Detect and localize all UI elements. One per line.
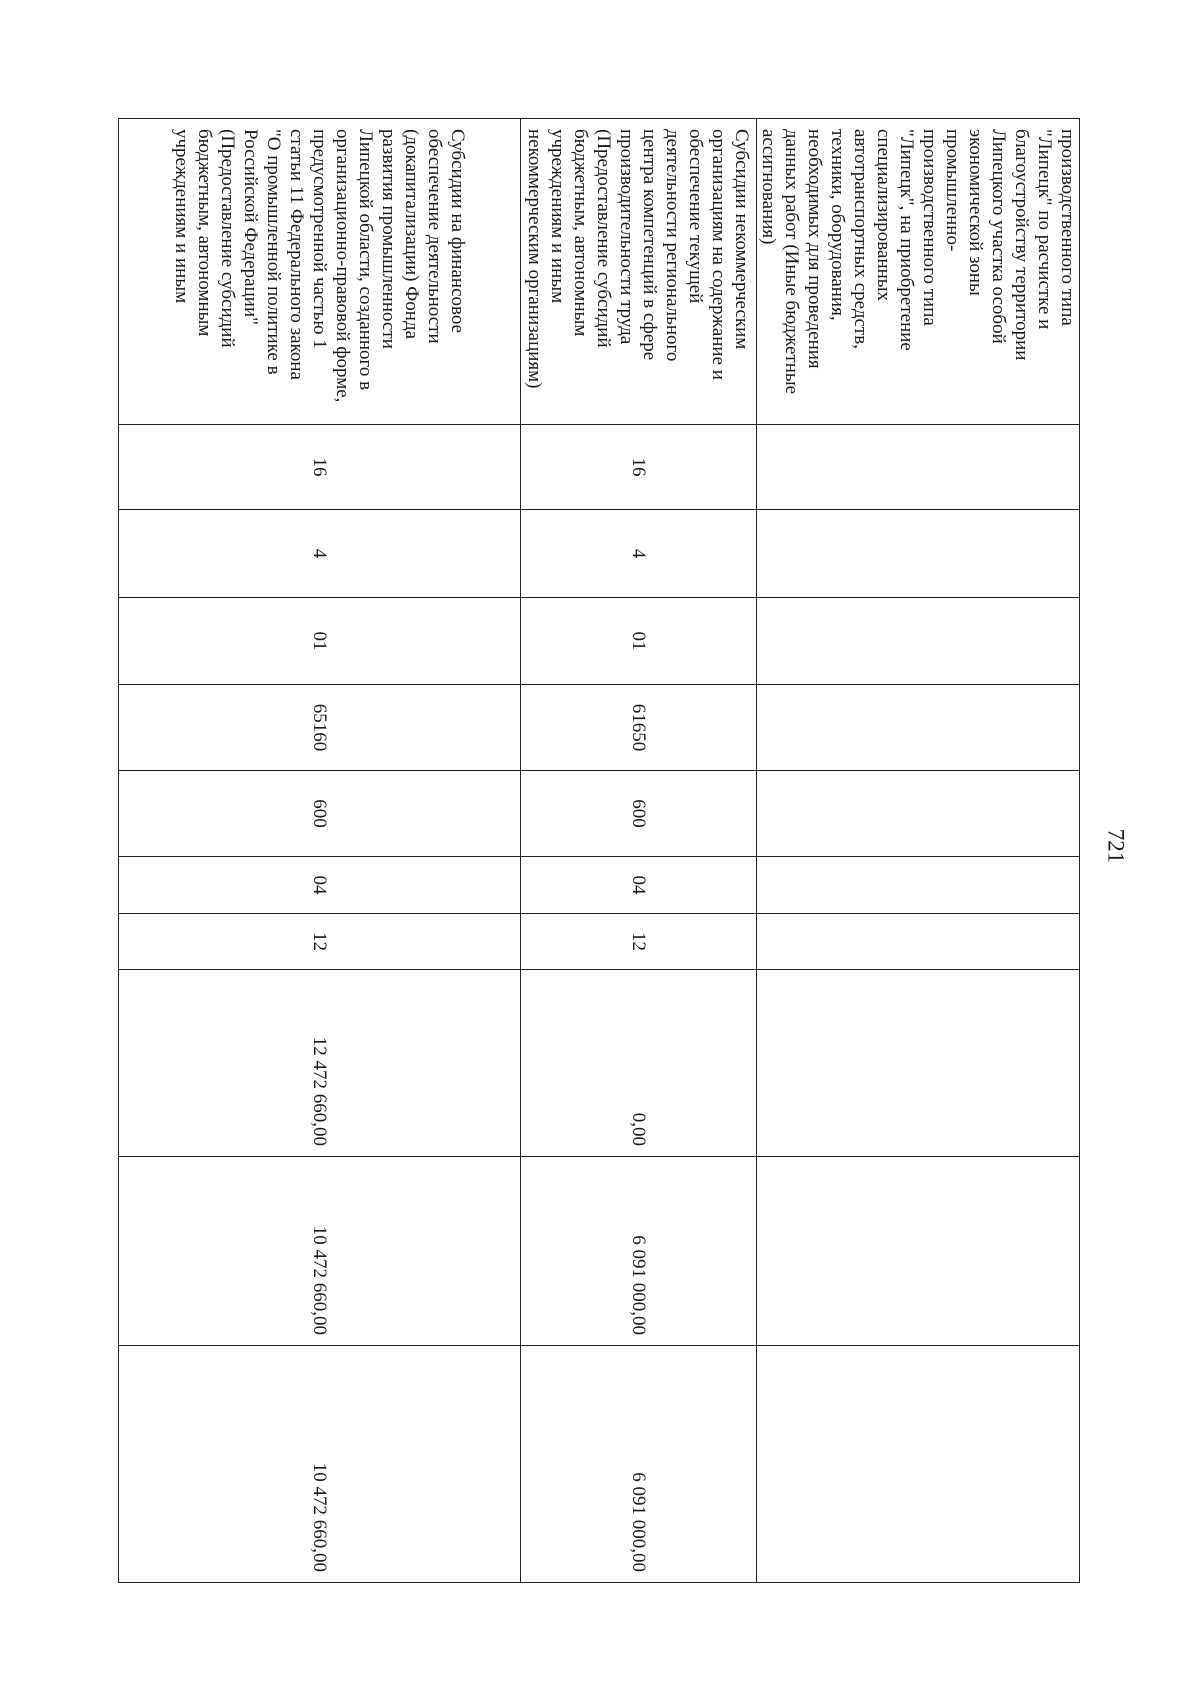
code-cell: 4 [119,510,521,598]
code-cell [757,685,1080,771]
code-cell: 4 [521,510,757,598]
code-cell: 12 [521,914,757,970]
code-cell: 61650 [521,685,757,771]
amount-cell: 10 472 660,00 [119,1157,521,1346]
table-row [119,119,521,1583]
budget-table-rotated [130,118,1080,1582]
amount-cell [757,970,1080,1157]
code-cell [757,914,1080,970]
code-cell [757,857,1080,914]
amount-cell: 0,00 [521,970,757,1157]
code-cell: 600 [119,771,521,857]
amount-cell [757,1346,1080,1583]
amount-cell: 12 472 660,00 [119,970,521,1157]
code-cell: 04 [521,857,757,914]
code-cell: 16 [521,425,757,510]
code-cell: 01 [119,598,521,685]
code-cell: 600 [521,771,757,857]
code-cell [757,425,1080,510]
code-cell: 01 [521,598,757,685]
row-name-cell: Субсидии некоммерческим организациям на содержание и обеспечение текущей деятельности регионального центра компетенций в сфере производительности труда (Предоставление субсидий бюджетным, автономным учреждениям и иным некоммерческим организациям) [521,119,757,425]
table-row [521,119,757,1583]
budget-table-area [130,118,1080,1582]
code-cell: 16 [119,425,521,510]
code-cell [757,598,1080,685]
page-number: 721 [1103,828,1129,864]
amount-cell: 6 091 000,00 [521,1346,757,1583]
row-name-cell: производственного типа "Липецк" по расчистке и благоустройству территории Липецкого участка особой экономической зоны промышленно- производственного типа "Липецк", на приобретение специализированных автотранспортных средств, техники, оборудования, необходимых для проведения данных работ (Иные бюджетные ассигнования) [757,119,1080,425]
code-cell [757,771,1080,857]
row-name-cell: Субсидии на финансовое обеспечение деятельности (докапитализации) Фонда развития промышленности Липецкой области, созданного в организационно-правовой форме, предусмотренной частью 1 статьи 11 Федерального закона "О промышленной политике в Российской Федерации" (Предоставление субсидий бюджетным, автономным учреждениям и иным [119,119,521,425]
code-cell: 12 [119,914,521,970]
code-cell: 65160 [119,685,521,771]
amount-cell [757,1157,1080,1346]
amount-cell: 10 472 660,00 [119,1346,521,1583]
budget-table [118,118,1080,1583]
code-cell: 04 [119,857,521,914]
code-cell [757,510,1080,598]
amount-cell: 6 091 000,00 [521,1157,757,1346]
table-row [757,119,1080,1583]
